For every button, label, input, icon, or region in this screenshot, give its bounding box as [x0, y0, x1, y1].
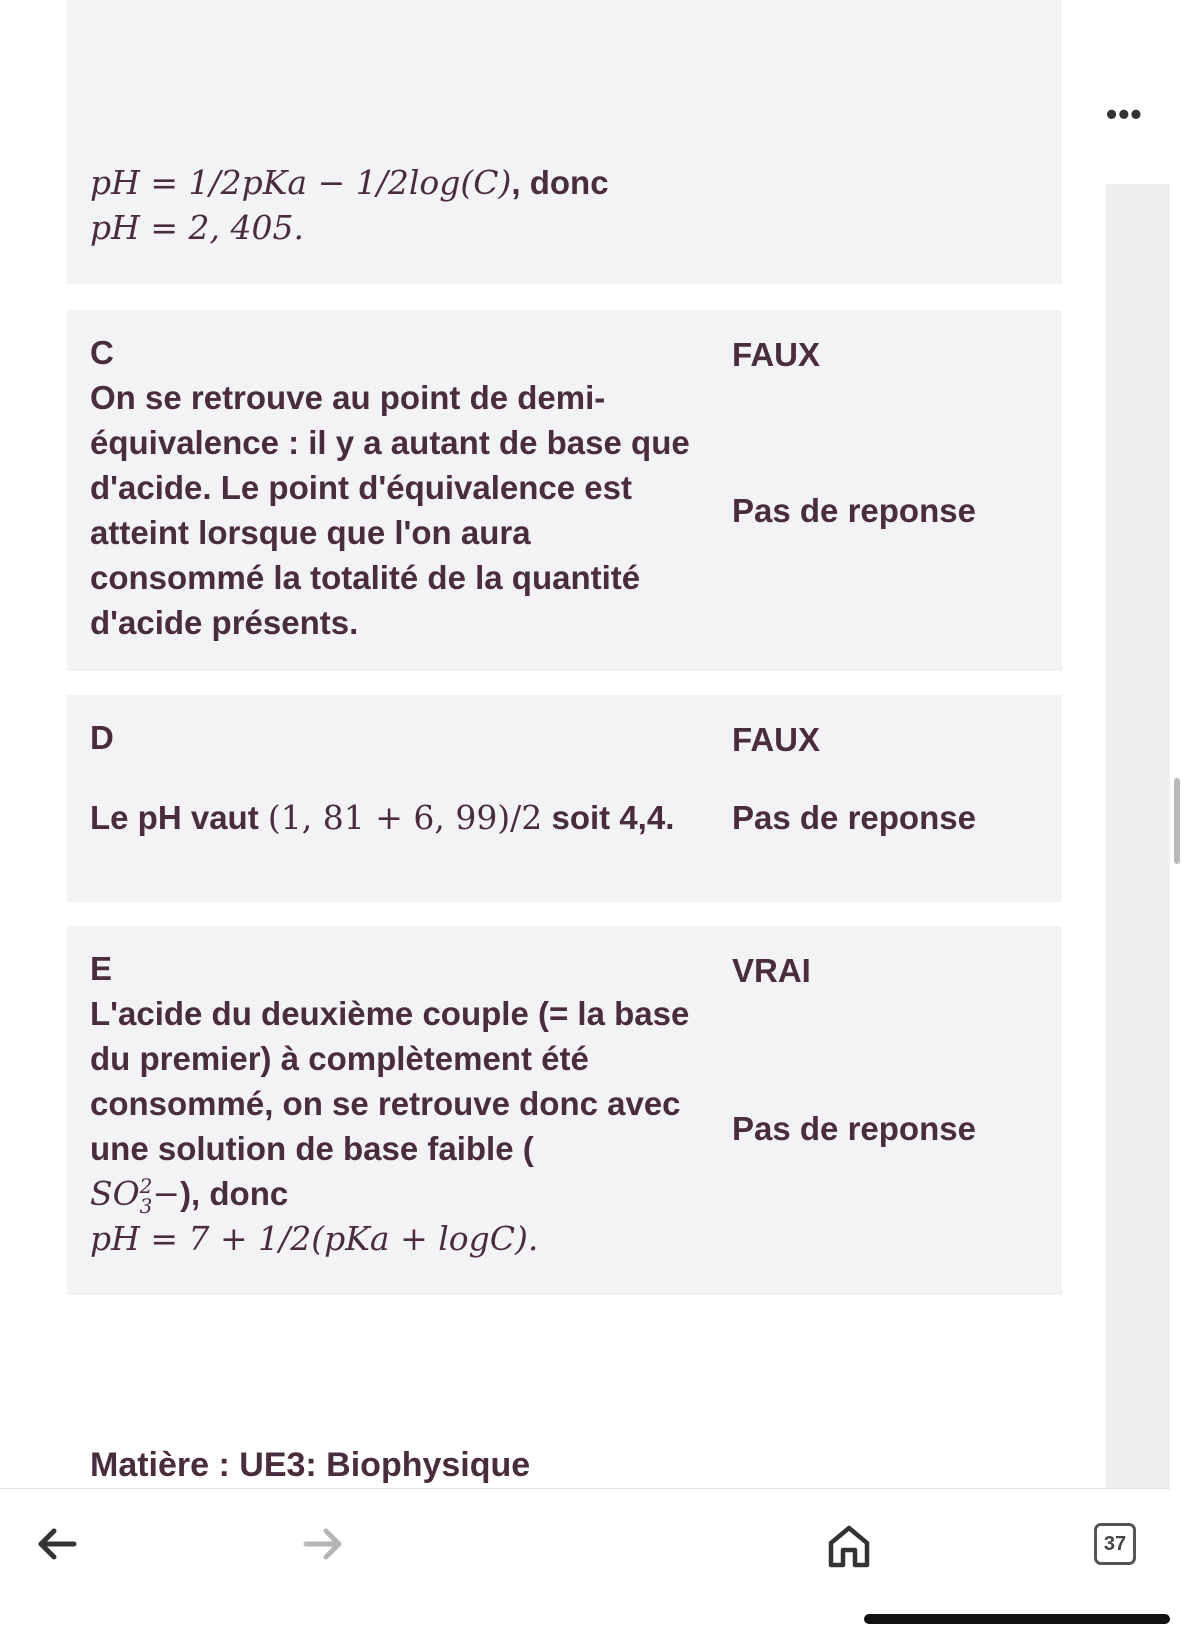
answer-b-formula-2: pH = 2, 405. [90, 208, 304, 247]
answer-row-e [67, 926, 1062, 1295]
tabs-button[interactable]: 37 [1094, 1523, 1136, 1565]
answer-e-formula-suffix: ), donc [180, 1175, 289, 1212]
answer-e-final-formula: pH = 7 + 1/2(pKa + logC). [90, 1219, 539, 1259]
answer-b-formula-1: pH = 1/2pKa − 1/2log(C) [90, 163, 512, 202]
forward-arrow-icon [302, 1527, 344, 1561]
answer-e-text [90, 946, 710, 1261]
answer-c-explanation: On se retrouve au point de demi-équivalence : il y a autant de base que d'acide. Le point d'équivalence est atteint lorsque que l'on aura consommé la totalité de la quantité d'acide présents. [90, 379, 690, 641]
answer-e-formula-base: SO [90, 1174, 140, 1213]
scrollbar-thumb[interactable] [1174, 778, 1180, 864]
back-arrow-icon [36, 1527, 78, 1561]
back-button[interactable] [36, 1527, 78, 1561]
answer-e-formula-sub: 3 [139, 1194, 153, 1219]
answer-e-explanation: L'acide du deuxième couple (= la base du premier) à complètement été consommé, on se retrouve donc avec une solution de base faible ( [90, 995, 690, 1167]
more-options-button[interactable]: ••• [1106, 96, 1143, 132]
answer-d-suffix: soit 4,4. [551, 799, 675, 836]
answer-row-c [67, 310, 1062, 671]
answer-d-explanation [90, 795, 730, 840]
answer-c-response: Pas de reponse [732, 492, 976, 529]
answer-e-formula-tail: − [152, 1174, 181, 1213]
answer-d-formula: (1, 81 + 6, 99)/2 [267, 798, 543, 837]
answer-e-verdict: VRAI [732, 952, 811, 989]
bottom-toolbar [0, 1488, 1170, 1640]
home-icon [826, 1523, 872, 1569]
web-page [0, 163, 1170, 1488]
forward-button[interactable] [302, 1527, 344, 1561]
answer-c-verdict: FAUX [732, 336, 821, 373]
answer-b-text [90, 160, 710, 250]
answer-e-formula-sup: 2 [139, 1174, 153, 1199]
home-indicator[interactable] [864, 1614, 1170, 1624]
subject-label: Matière : UE3: Biophysique [90, 1446, 531, 1484]
answer-b-line1 [90, 160, 710, 205]
answer-e-response: Pas de reponse [732, 1110, 976, 1147]
answer-c-text [90, 330, 710, 645]
answer-e-letter: E [90, 950, 113, 987]
answer-b-donc: , donc [511, 164, 609, 201]
answer-d-verdict: FAUX [732, 721, 821, 758]
answer-e-formula-line [90, 1171, 710, 1219]
answer-d-letter-wrap [90, 715, 710, 760]
answer-d-letter: D [90, 719, 114, 756]
answer-c-letter: C [90, 334, 114, 371]
answer-e-formula-indices [139, 1174, 153, 1219]
answer-d-prefix: Le pH vaut [90, 799, 259, 836]
answer-row-b [67, 0, 1062, 284]
home-button[interactable] [826, 1523, 872, 1569]
answer-row-d [67, 695, 1062, 902]
answer-d-response: Pas de reponse [732, 799, 976, 836]
